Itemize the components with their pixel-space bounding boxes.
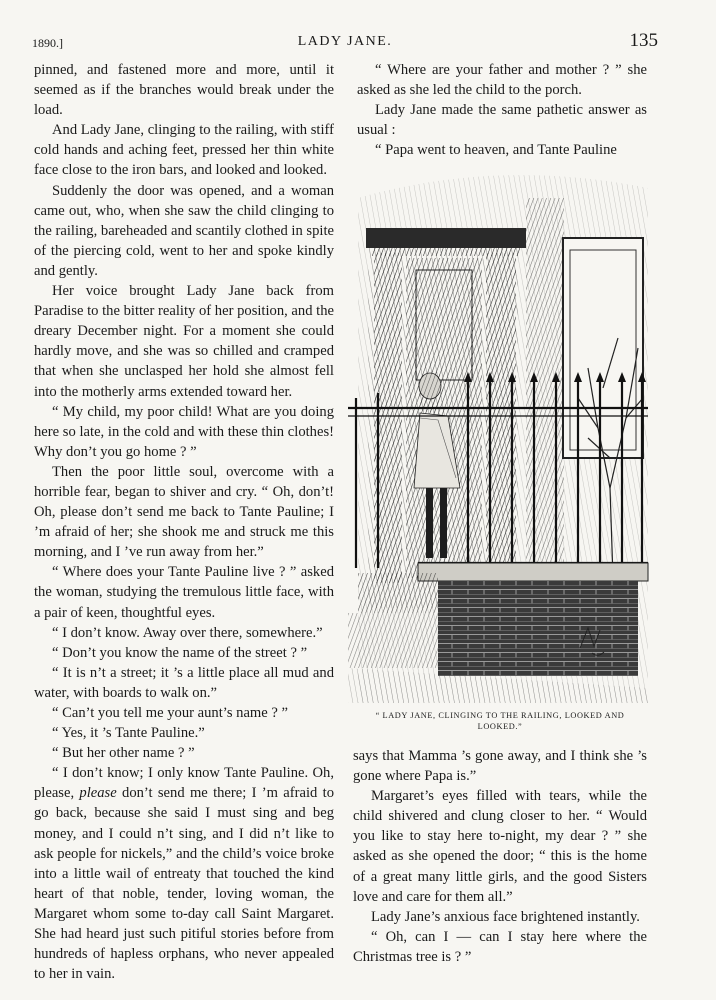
engraving-illustration <box>348 158 650 703</box>
paragraph <box>34 763 334 984</box>
paragraph: says that Mamma ’s gone away, and I think she ’s gone where Papa is.” <box>353 748 647 785</box>
paragraph: “ Don’t you know the name of the street ? ” <box>52 644 308 661</box>
running-title: LADY JANE. <box>297 34 393 49</box>
paragraph: “ Yes, it ’s Tante Pauline.” <box>52 725 205 742</box>
right-column-top <box>357 60 647 160</box>
running-head <box>32 30 658 52</box>
page-number: 135 <box>629 30 658 51</box>
paragraph: “ My child, my poor child! What are you doing here so late, in the cold and with these thin clothes! Why don’t you go home ? ” <box>34 403 334 460</box>
paragraph: Margaret’s eyes filled with tears, while the child shivered and clung closer to her. “ Would you like to stay here to-night, my dear ? ” she asked as she opened the door; “ this is the home of a great many little girls, and the good Sisters love and care for them all.” <box>353 788 647 905</box>
paragraph: “ Oh, can I — can I stay here where the Christmas tree is ? ” <box>353 928 647 965</box>
emphasis-text: please <box>79 785 117 802</box>
text-run: “ I don’t know; I only know Tante Pauline. Oh, please, <box>34 765 334 802</box>
paragraph: “ But her other name ? ” <box>52 745 195 762</box>
illustration-caption: “ LADY JANE, CLINGING TO THE RAILING, LOOKED AND LOOKED.” <box>375 711 625 731</box>
paragraph: Lady Jane’s anxious face brightened instantly. <box>371 908 640 925</box>
paragraph: “ It is n’t a street; it ’s a little place all mud and water, with boards to walk on.” <box>34 664 334 701</box>
paragraph: “ Where are your father and mother ? ” she asked as she led the child to the porch. <box>357 62 647 99</box>
right-column-bottom <box>353 746 647 967</box>
paragraph: Lady Jane made the same pathetic answer as usual : <box>357 102 647 139</box>
text-run: don’t send me there; I ’m afraid to go back, because she said I must sing and beg money, and I could n’t sing, and I did n’t like to ask people for nickels,” and the child’s voice broke into a little wail of entreaty that touched the kind heart of that noble, tender, loving woman, the Margaret whom some to-day call Saint Margaret. She had heard just such pitiful stories before from hundreds of hapless orphans, who never appealed to her in vain. <box>34 785 334 983</box>
paragraph: “ I don’t know. Away over there, somewhere.” <box>52 624 323 641</box>
paragraph: pinned, and fastened more and more, until it seemed as if the branches would break under the load. <box>34 62 334 119</box>
header-year: 1890.] <box>32 36 63 50</box>
paragraph: “ Can’t you tell me your aunt’s name ? ” <box>52 705 289 721</box>
left-column <box>34 60 334 984</box>
paragraph: Suddenly the door was opened, and a woman came out, who, when she saw the child clinging to the railing, bareheaded and scantily clothed in spite of the piercing cold, went to her and spoke kindly and gently. <box>34 182 334 279</box>
paragraph: “ Where does your Tante Pauline live ? ” asked the woman, studying the tremulous little face, with a pair of keen, thoughtful eyes. <box>34 564 334 621</box>
paragraph: Her voice brought Lady Jane back from Paradise to the bitter reality of her position, and the dreary December night. For a moment she could hardly move, and she was so chilled and cramped that when she unclasped her hold she almost fell into the motherly arms extended toward her. <box>34 283 334 400</box>
paragraph: “ Papa went to heaven, and Tante Pauline <box>375 142 617 159</box>
paragraph: Then the poor little soul, overcome with a horrible fear, began to shiver and cry. “ Oh, don’t! Oh, please don’t send me back to Tante Pauline; I ’m afraid of her; she shook me and struck me this morning, and I ’ve run away from her.” <box>34 463 334 561</box>
paragraph: And Lady Jane, clinging to the railing, with stiff cold hands and aching feet, pressed her thin white face close to the iron bars, and looked and looked. <box>34 122 334 179</box>
